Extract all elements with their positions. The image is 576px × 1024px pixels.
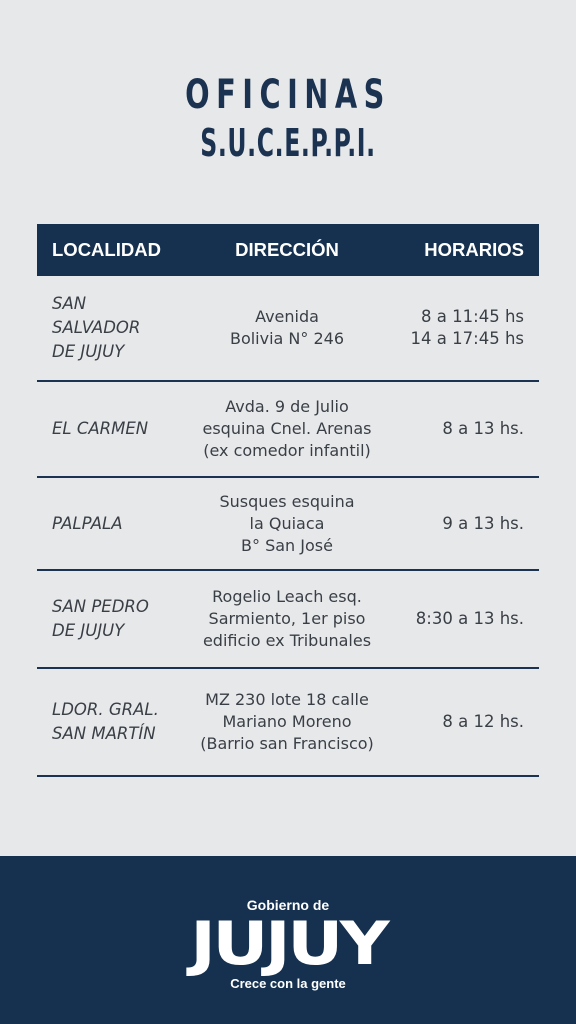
logo-main-text: JUJUY	[189, 909, 387, 979]
cell-localidad: SAN PEDRO DE JUJUY	[52, 597, 149, 640]
header-direccion: DIRECCIÓN	[235, 239, 339, 260]
cell-localidad: EL CARMEN	[52, 419, 149, 438]
cell-horarios: 8:30 a 13 hs.	[415, 609, 524, 628]
cell-direccion: Avda. 9 de Julio esquina Cnel. Arenas (ex comedor infantil)	[202, 397, 372, 460]
cell-localidad: SAN SALVADOR DE JUJUY	[52, 294, 141, 361]
cell-horarios: 8 a 11:45 hs 14 a 17:45 hs	[410, 307, 524, 348]
cell-direccion: Avenida Bolivia N° 246	[229, 307, 345, 348]
gobierno-jujuy-logo	[0, 896, 576, 992]
table-row	[37, 669, 539, 777]
cell-direccion: MZ 230 lote 18 calle Mariano Moreno (Barrio san Francisco)	[200, 690, 374, 753]
table-row	[37, 478, 539, 571]
offices-table	[37, 224, 539, 777]
footer-banner	[0, 856, 576, 1024]
table-header	[37, 224, 539, 276]
cell-horarios: 8 a 12 hs.	[442, 712, 524, 731]
title-line-2: S.U.C.E.P.P.I.	[200, 121, 376, 165]
cell-localidad: LDOR. GRAL. SAN MARTÍN	[52, 700, 159, 743]
cell-direccion: Susques esquina la Quiaca B° San José	[219, 491, 355, 555]
header-horarios: HORARIOS	[424, 239, 524, 260]
cell-horarios: 9 a 13 hs.	[442, 513, 524, 533]
logo-top-text: Gobierno de	[246, 897, 330, 913]
table-row	[37, 571, 539, 669]
cell-direccion: Rogelio Leach esq. Sarmiento, 1er piso edificio ex Tribunales	[202, 587, 372, 650]
logo-slogan: Crece con la gente	[230, 976, 346, 991]
cell-localidad: PALPALA	[52, 513, 123, 533]
title-line-1: OFICINAS	[185, 72, 391, 118]
table-row	[37, 276, 539, 382]
page-title	[0, 72, 576, 166]
table-row	[37, 382, 539, 478]
cell-horarios: 8 a 13 hs.	[442, 419, 524, 438]
header-localidad: LOCALIDAD	[52, 239, 161, 260]
